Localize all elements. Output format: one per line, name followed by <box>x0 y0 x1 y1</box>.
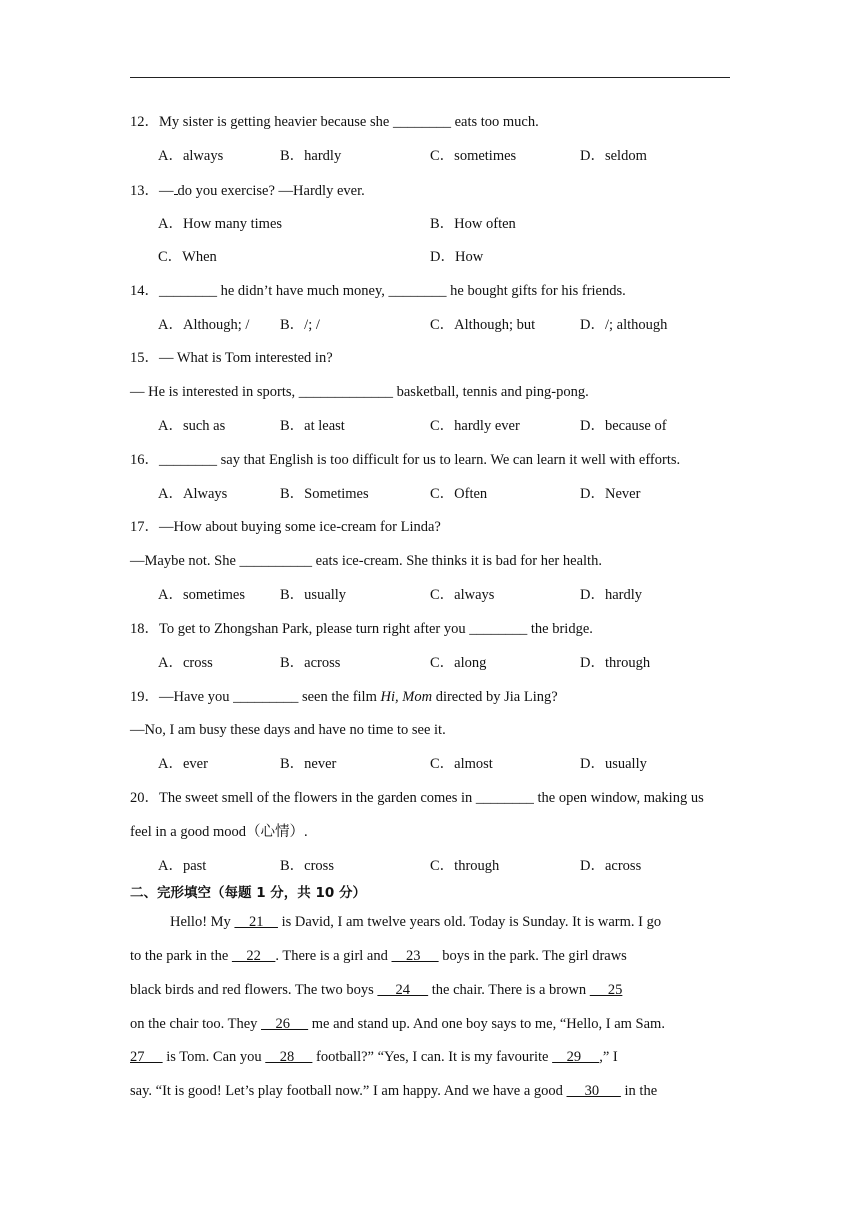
option-b[interactable]: B．How often <box>430 216 516 232</box>
question-14 <box>130 281 626 301</box>
cloze-line <box>130 946 732 966</box>
cloze-text: say. “It is good! Let’s play football now.” I am happy. And we have a good <box>130 1083 567 1099</box>
question-20 <box>130 788 704 808</box>
option-a[interactable]: A．Always <box>158 486 228 502</box>
cloze-blank[interactable]: 21 <box>234 914 278 930</box>
question-number: 17． <box>130 519 159 535</box>
question-number: 12． <box>130 114 159 130</box>
option-b[interactable]: B．across <box>280 655 341 671</box>
cloze-line <box>130 1081 732 1101</box>
option-a[interactable]: A．past <box>158 858 207 874</box>
option-c[interactable]: C．almost <box>430 756 493 772</box>
cloze-blank[interactable]: 27 <box>130 1049 163 1065</box>
question-16 <box>130 450 680 470</box>
cloze-text: football?” “Yes, I can. It is my favourite <box>312 1049 553 1065</box>
question-text: eats too much. <box>450 114 539 130</box>
cloze-text: is David, I am twelve years old. Today is Sunday. It is warm. I go <box>277 914 662 930</box>
question-15 <box>130 348 333 368</box>
option-a[interactable]: A．ever <box>158 756 208 772</box>
film-title: Hi, Mom <box>380 689 433 705</box>
option-d[interactable]: D．Never <box>580 486 641 502</box>
question-number: 14． <box>130 283 159 299</box>
cloze-text: in the <box>620 1083 658 1099</box>
option-b[interactable]: B．/; / <box>280 317 320 333</box>
section-heading: 二、完形填空（每题 1 分，共 10 分） <box>130 885 366 901</box>
cloze-text: Hello! My <box>170 914 235 930</box>
option-a[interactable]: A．How many times <box>158 216 283 232</box>
question-number: 18． <box>130 621 159 637</box>
option-c[interactable]: C．sometimes <box>430 148 517 164</box>
option-d[interactable]: D．/; although <box>580 317 668 333</box>
question-text: directed by Jia Ling? <box>432 689 558 705</box>
cloze-blank[interactable]: 24 <box>377 982 429 998</box>
cloze-blank[interactable]: 28 <box>265 1049 313 1065</box>
question-text: My sister is getting heavier because she <box>159 114 393 130</box>
option-d[interactable]: D．How <box>430 249 484 265</box>
option-a[interactable]: A．sometimes <box>158 587 245 603</box>
cloze-blank[interactable]: 29 <box>552 1049 600 1065</box>
option-c[interactable]: C．Often <box>430 486 488 502</box>
option-d[interactable]: D．through <box>580 655 651 671</box>
option-c[interactable]: C．always <box>430 587 495 603</box>
cloze-line <box>130 1047 732 1067</box>
cloze-blank[interactable]: 22 <box>231 948 276 964</box>
option-d[interactable]: D．because of <box>580 418 667 434</box>
question-19 <box>130 687 558 707</box>
blank: ________ <box>159 283 217 299</box>
question-12 <box>130 112 539 132</box>
cloze-text: on the chair too. They <box>130 1016 262 1032</box>
question-text: ________ say that English is too difficult for us to learn. We can learn it well with efforts. <box>159 452 681 468</box>
question-17-line-2: —Maybe not. She __________ eats ice-cream. She thinks it is bad for her health. <box>130 553 602 569</box>
option-c[interactable]: C．When <box>158 249 217 265</box>
option-b[interactable]: B．usually <box>280 587 347 603</box>
cloze-text: the chair. There is a brown <box>428 982 590 998</box>
question-15-line-2: — He is interested in sports, _____________ basketball, tennis and ping-pong. <box>130 384 589 400</box>
cloze-text: is Tom. Can you <box>162 1049 266 1065</box>
question-text: — What is Tom interested in? <box>159 350 333 366</box>
question-number: 15． <box>130 350 159 366</box>
cloze-text: black birds and red flowers. The two boys <box>130 982 378 998</box>
option-c[interactable]: C．along <box>430 655 487 671</box>
option-a[interactable]: A．Although; / <box>158 317 250 333</box>
question-17 <box>130 517 441 537</box>
cloze-blank[interactable]: 25 <box>589 982 623 998</box>
question-text: — <box>159 183 174 199</box>
option-b[interactable]: B．never <box>280 756 337 772</box>
question-number: 19． <box>130 689 159 705</box>
option-b[interactable]: B．at least <box>280 418 345 434</box>
question-19-line-2: —No, I am busy these days and have no time to see it. <box>130 722 446 738</box>
option-d[interactable]: D．usually <box>580 756 647 772</box>
question-text: —Have you _________ seen the film <box>159 689 381 705</box>
cloze-text: me and stand up. And one boy says to me, “Hello, I am Sam. <box>308 1016 665 1032</box>
question-text: —How about buying some ice-cream for Linda? <box>159 519 441 535</box>
cloze-blank[interactable]: 26 <box>261 1016 309 1032</box>
option-d[interactable]: D．hardly <box>580 587 643 603</box>
question-text: he didn’t have much money, ________ he bought gifts for his friends. <box>217 283 626 299</box>
option-c[interactable]: C．hardly ever <box>430 418 520 434</box>
cloze-text: . There is a girl and <box>275 948 392 964</box>
header-rule <box>130 77 730 78</box>
cloze-line <box>130 980 732 1000</box>
option-a[interactable]: A．such as <box>158 418 226 434</box>
option-c[interactable]: C．through <box>430 858 500 874</box>
cloze-line <box>170 912 732 932</box>
cloze-blank[interactable]: 23 <box>391 948 439 964</box>
cloze-text: boys in the park. The girl draws <box>438 948 627 964</box>
question-number: 20． <box>130 790 159 806</box>
option-d[interactable]: D．across <box>580 858 642 874</box>
option-c[interactable]: C．Although; but <box>430 317 536 333</box>
cloze-line <box>130 1014 732 1034</box>
question-text: The sweet smell of the flowers in the garden comes in ________ the open window, making us <box>159 790 704 806</box>
cloze-text: to the park in the <box>130 948 232 964</box>
option-d[interactable]: D．seldom <box>580 148 647 164</box>
option-a[interactable]: A．always <box>158 148 224 164</box>
cloze-blank[interactable]: 30 <box>566 1083 621 1099</box>
question-text: To get to Zhongshan Park, please turn right after you ________ the bridge. <box>159 621 593 637</box>
cloze-text: ,” I <box>599 1049 618 1065</box>
question-number: 16． <box>130 452 159 468</box>
option-b[interactable]: B．cross <box>280 858 334 874</box>
option-a[interactable]: A．cross <box>158 655 213 671</box>
option-b[interactable]: B．hardly <box>280 148 342 164</box>
question-18 <box>130 619 593 639</box>
question-20-line-2: feel in a good mood（心情）. <box>130 824 308 840</box>
question-text: do you exercise? —Hardly ever. <box>177 183 365 199</box>
option-b[interactable]: B．Sometimes <box>280 486 369 502</box>
question-13 <box>130 180 365 201</box>
question-number: 13． <box>130 183 159 199</box>
blank: ________ <box>392 114 451 130</box>
